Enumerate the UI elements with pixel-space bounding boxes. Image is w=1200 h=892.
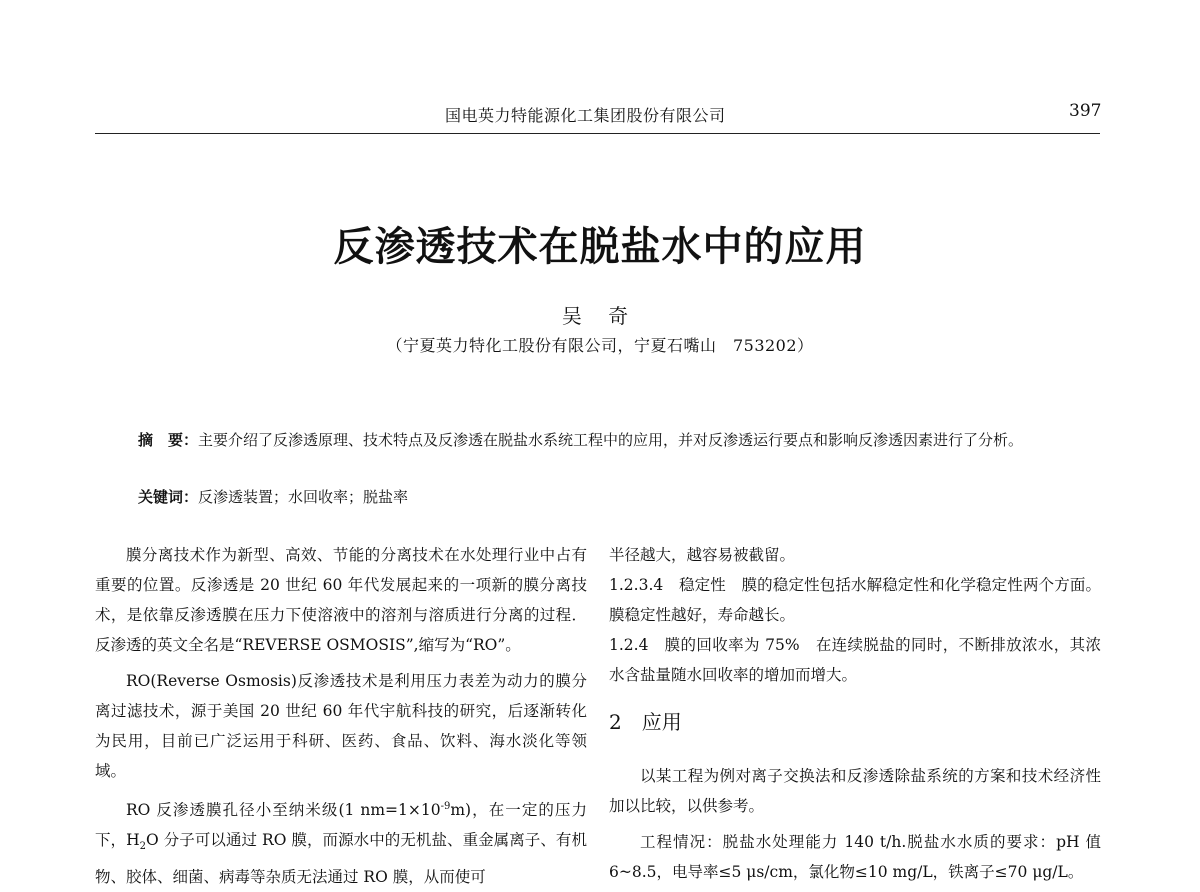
left-column [95,540,587,892]
abstract-text: 主要介绍了反渗透原理、技术特点及反渗透在脱盐水系统工程中的应用，并对反渗透运行要点和影响反渗透因素进行了分析。 [198,431,1024,449]
article-title: 反渗透技术在脱盐水中的应用 [333,223,867,270]
paragraph: 以某工程为例对离子交换法和反渗透除盐系统的方案和技术经济性加以比较，以供参考。 [609,767,1101,815]
paragraph: RO(Reverse Osmosis)反渗透技术是利用压力表差为动力的膜分离过滤技术，源于美国 20 世纪 60 年代宇航科技的研究，后逐渐转化为民用，目前已广泛运用于科研、医药、食品、饮料、海水淡化等领域。 [95,672,587,780]
section-heading: 2 应用 [609,710,682,734]
paragraph: 半径越大，越容易被截留。 [609,546,796,564]
abstract-label: 摘 要： [138,431,199,449]
subsection-item: 1.2.3.4 稳定性 膜的稳定性包括水解稳定性和化学稳定性两个方面。膜稳定性越好，寿命越长。 [609,576,1101,624]
paragraph: 工程情况：脱盐水处理能力 140 t/h.脱盐水水质的要求：pH 值 6~8.5，电导率≤5 μs/cm，氯化物≤10 mg/L，铁离子≤70 μg/L。 [609,833,1101,881]
page-number: 397 [1069,101,1102,121]
right-column [609,540,1101,887]
paragraph: 膜分离技术作为新型、高效、节能的分离技术在水处理行业中占有重要的位置。反渗透是 20 世纪 60 年代发展起来的一项新的膜分离技术，是依靠反渗透膜在压力下使溶液中的溶剂与溶质进行分离的过程．反渗透的英文全名是“REVERSE OSMOSIS”,缩写为“RO”。 [95,546,587,654]
keywords [138,486,408,507]
running-header: 国电英力特能源化工集团股份有限公司 [445,106,726,125]
abstract [138,425,1073,455]
header-rule [95,133,1100,134]
keywords-text: 反渗透装置；水回收率；脱盐率 [198,488,409,506]
keywords-label: 关键词： [138,488,199,506]
affiliation: （宁夏英力特化工股份有限公司，宁夏石嘴山 753202） [386,336,814,355]
subsection-item: 1.2.4 膜的回收率为 75% 在连续脱盐的同时，不断排放浓水，其浓水含盐量随水回收率的增加而增大。 [609,636,1101,684]
author: 吴 奇 [561,304,639,328]
paragraph: RO 反渗透膜孔径小至纳米级(1 $nm=1\times 10^{-9}m$)，在一定的压力下，$H_2O$ 分子可以通过 RO 膜，而源水中的无机盐、重金属离子、有机物、胶体、细菌、病毒等杂质无法通过 RO 膜，从而使可 [95,801,587,887]
